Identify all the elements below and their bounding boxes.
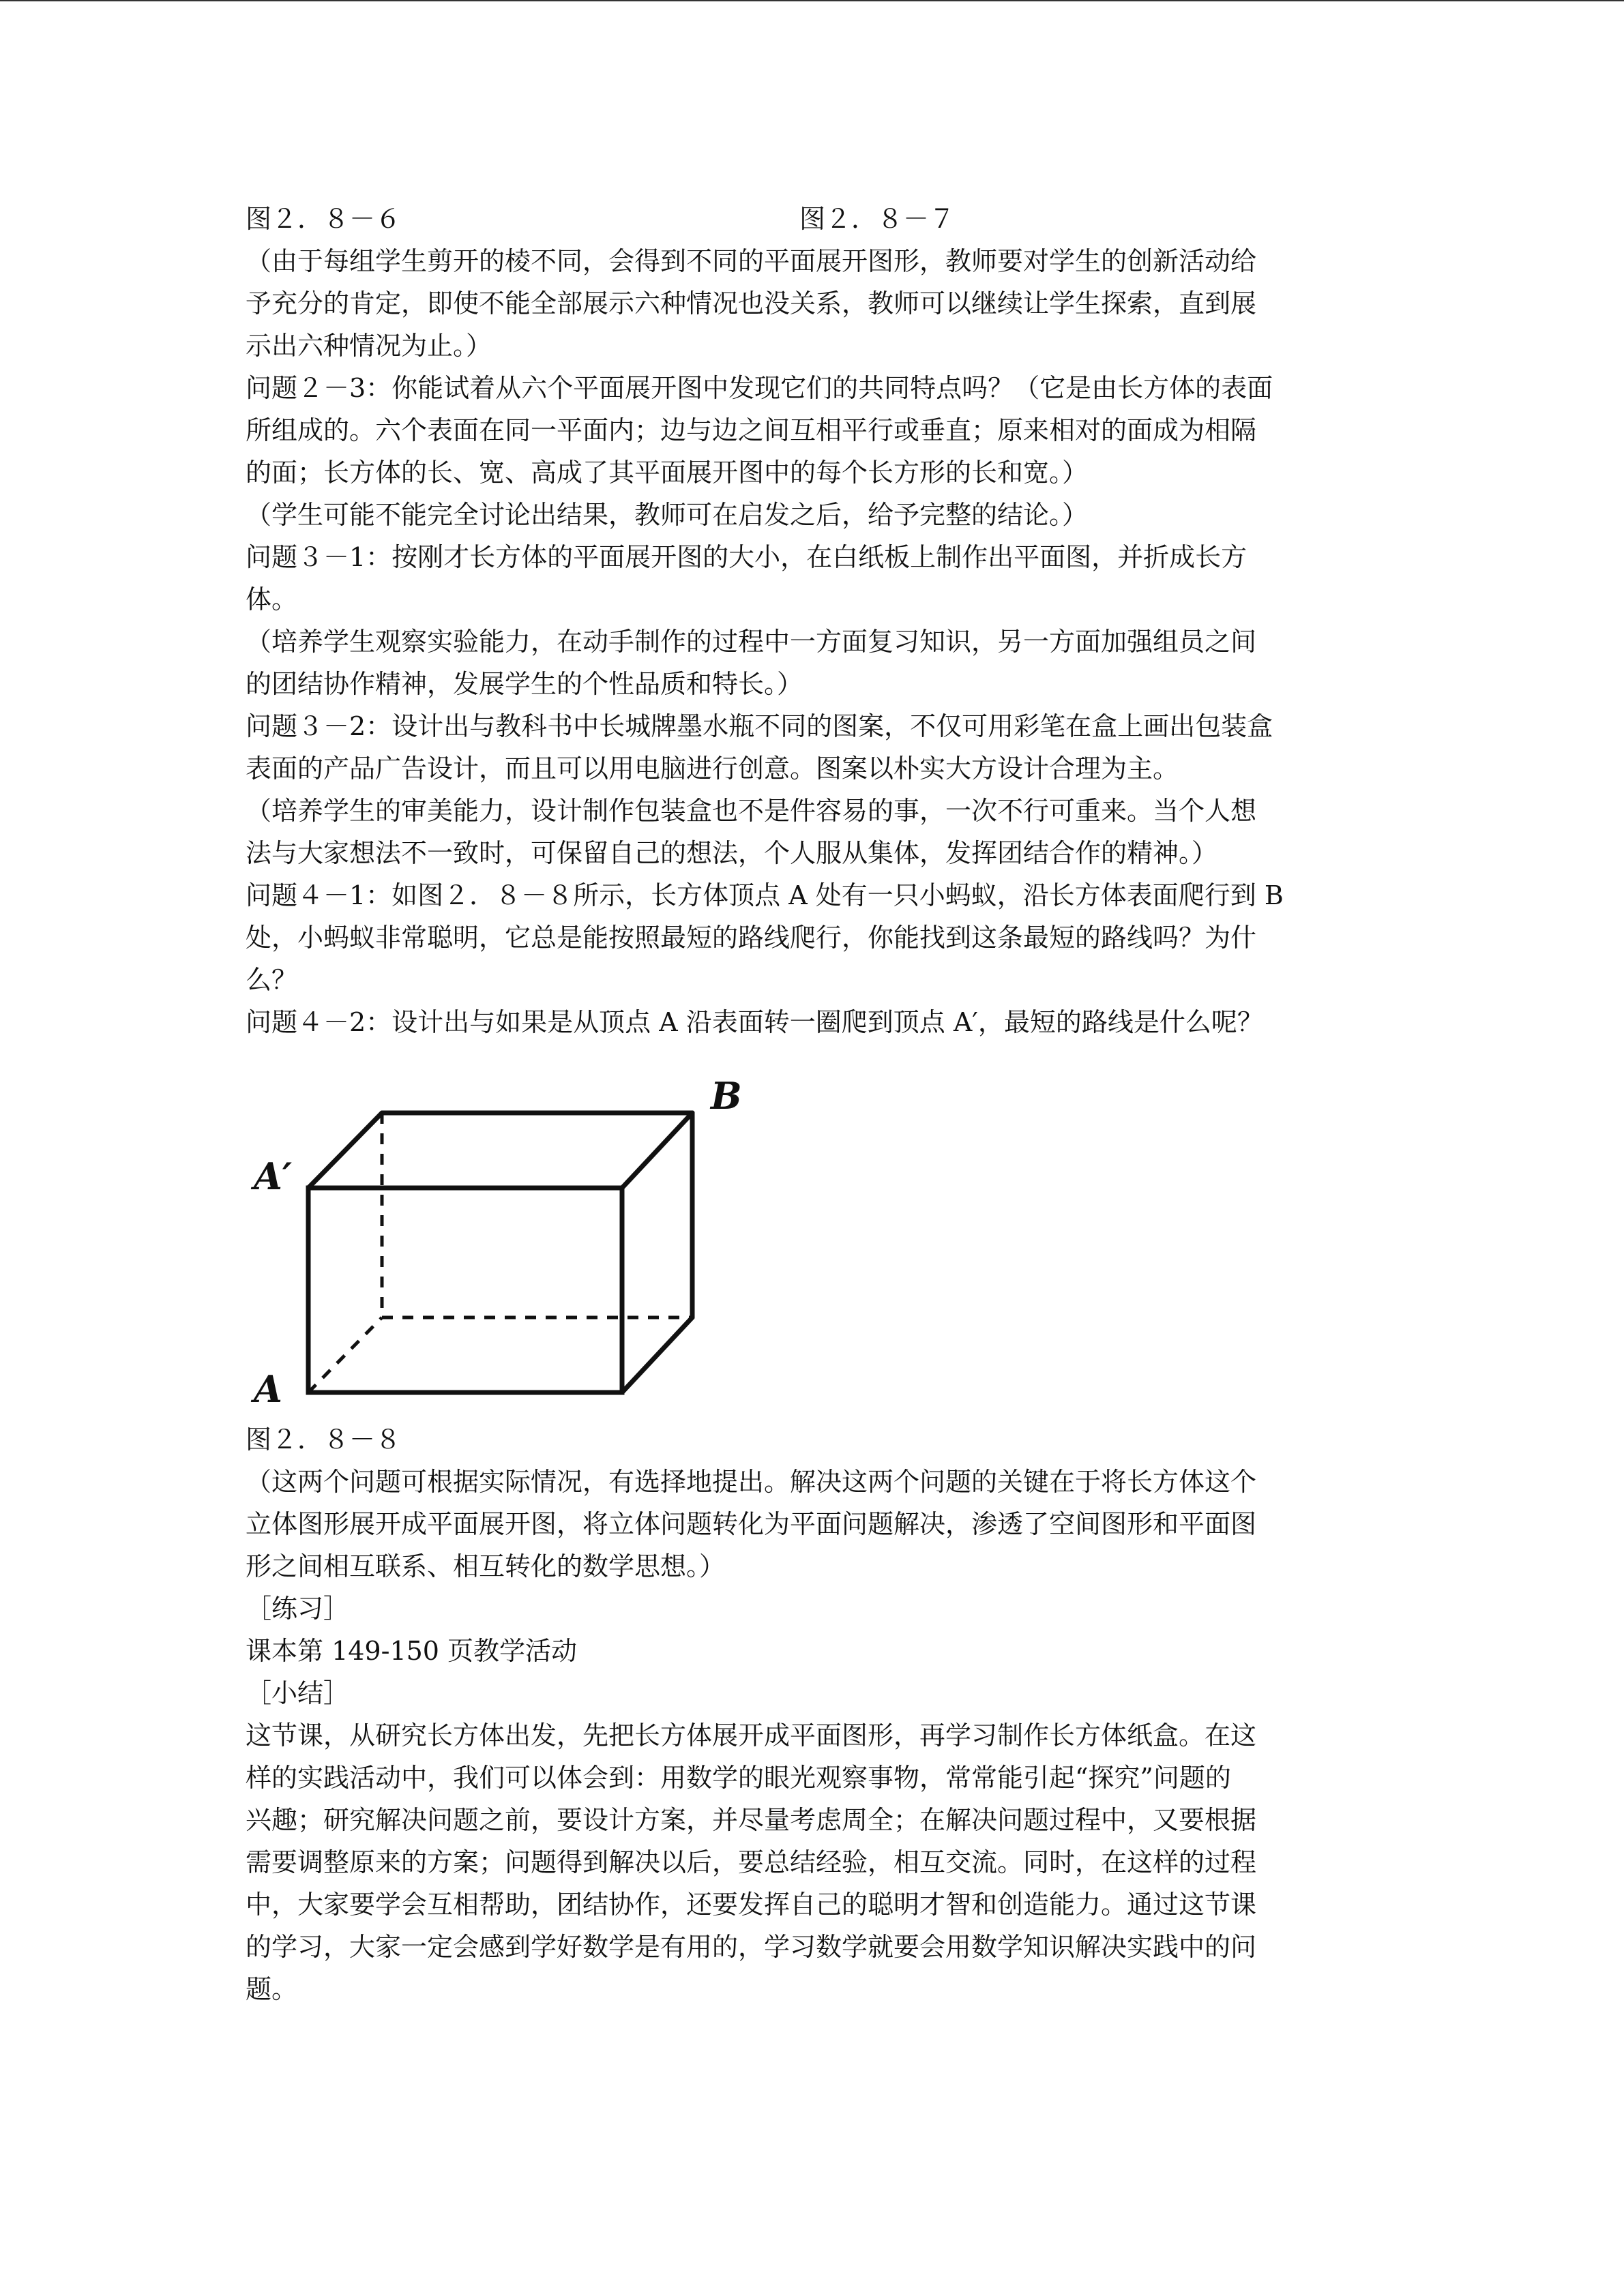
text-line: 么？ — [246, 965, 298, 995]
text-line: 形之间相互联系、相互转化的数学思想。） — [246, 1551, 726, 1581]
text-line: 示出六种情况为止。） — [246, 331, 492, 361]
text-line: 的团结协作精神，发展学生的个性品质和特长。） — [246, 669, 803, 699]
page-top-border — [0, 0, 1624, 1]
paragraph-block-2 — [246, 1461, 1381, 2010]
text-line: 问题３－2：设计出与教科书中长城牌墨水瓶不同的图案，不仅可用彩笔在盒上画出包装盒 — [246, 711, 1273, 741]
caption-fig-2-8-8: 图２．８－８ — [246, 1425, 402, 1455]
text-line: （学生可能不能完全讨论出结果，教师可在启发之后，给予完整的结论。） — [246, 500, 1089, 530]
text-line: 题。 — [246, 1974, 298, 2004]
vertex-label-a: A — [254, 1367, 282, 1411]
text-line: 体。 — [246, 584, 298, 614]
section-heading-summary: ［小结］ — [246, 1678, 350, 1708]
cuboid-drawing — [246, 1061, 764, 1416]
paragraph-block-1 — [246, 240, 1381, 1043]
section-heading-exercise: ［练习］ — [246, 1594, 350, 1624]
text-line: 问题４－2：设计出与如果是从顶点 A 沿表面转一圈爬到顶点 A′，最短的路线是什么呢？ — [246, 1007, 1263, 1037]
document-page — [246, 198, 1381, 2010]
text-line: 予充分的肯定，即使不能全部展示六种情况也没关系，教师可以继续让学生探索，直到展 — [246, 288, 1257, 318]
figure-captions-row — [246, 198, 1381, 240]
text-line: 表面的产品广告设计，而且可以用电脑进行创意。图案以朴实大方设计合理为主。 — [246, 754, 1179, 784]
text-line: 需要调整原来的方案；问题得到解决以后，要总结经验，相互交流。同时，在这样的过程 — [246, 1847, 1257, 1877]
text-line: 处，小蚂蚁非常聪明，它总是能按照最短的路线爬行，你能找到这条最短的路线吗？为什 — [246, 923, 1257, 953]
text-line: （由于每组学生剪开的棱不同，会得到不同的平面展开图形，教师要对学生的创新活动给 — [246, 246, 1257, 276]
text-line: 的面；长方体的长、宽、高成了其平面展开图中的每个长方形的长和宽。） — [246, 458, 1089, 488]
vertex-label-b: B — [711, 1074, 742, 1118]
text-line: 中，大家要学会互相帮助，团结协作，还要发挥自己的聪明才智和创造能力。通过这节课 — [246, 1890, 1257, 1920]
text-line: 立体图形展开成平面展开图，将立体问题转化为平面问题解决，渗透了空间图形和平面图 — [246, 1509, 1257, 1539]
text-line: （这两个问题可根据实际情况，有选择地提出。解决这两个问题的关键在于将长方体这个 — [246, 1467, 1257, 1497]
cuboid-edge-top-left — [308, 1113, 382, 1188]
text-line: 问题４－1：如图２．８－８所示，长方体顶点 A 处有一只小蚂蚁，沿长方体表面爬行到 B — [246, 880, 1284, 910]
text-line: 这节课，从研究长方体出发，先把长方体展开成平面图形，再学习制作长方体纸盒。在这 — [246, 1720, 1257, 1750]
cuboid-edge-top-right — [622, 1113, 692, 1188]
cuboid-figure — [246, 1061, 764, 1416]
cuboid-front-face — [308, 1188, 622, 1392]
cuboid-hidden-edge-bottom-left — [308, 1317, 382, 1392]
caption-fig-2-8-7: 图２．８－７ — [799, 204, 956, 234]
text-line: （培养学生的审美能力，设计制作包装盒也不是件容易的事，一次不行可重来。当个人想 — [246, 796, 1257, 826]
cuboid-edge-bottom-right — [622, 1317, 692, 1392]
text-line: 问题３－1：按刚才长方体的平面展开图的大小，在白纸板上制作出平面图，并折成长方 — [246, 542, 1247, 572]
vertex-label-a-prime: A′ — [254, 1154, 293, 1198]
text-line: （培养学生观察实验能力，在动手制作的过程中一方面复习知识，另一方面加强组员之间 — [246, 627, 1257, 657]
text-line: 问题２－3：你能试着从六个平面展开图中发现它们的共同特点吗？（它是由长方体的表面 — [246, 373, 1273, 403]
text-line: 样的实践活动中，我们可以体会到：用数学的眼光观察事物，常常能引起“探究”问题的 — [246, 1763, 1231, 1793]
text-line: 法与大家想法不一致时，可保留自己的想法，个人服从集体，发挥团结合作的精神。） — [246, 838, 1218, 868]
caption-fig-2-8-6: 图２．８－６ — [246, 204, 402, 234]
text-line: 兴趣；研究解决问题之前，要设计方案，并尽量考虑周全；在解决问题过程中，又要根据 — [246, 1805, 1257, 1835]
text-line: 的学习，大家一定会感到学好数学是有用的，学习数学就要会用数学知识解决实践中的问 — [246, 1932, 1257, 1962]
text-line: 课本第 149-150 页教学活动 — [246, 1636, 578, 1666]
text-line: 所组成的。六个表面在同一平面内；边与边之间互相平行或垂直；原来相对的面成为相隔 — [246, 415, 1257, 445]
